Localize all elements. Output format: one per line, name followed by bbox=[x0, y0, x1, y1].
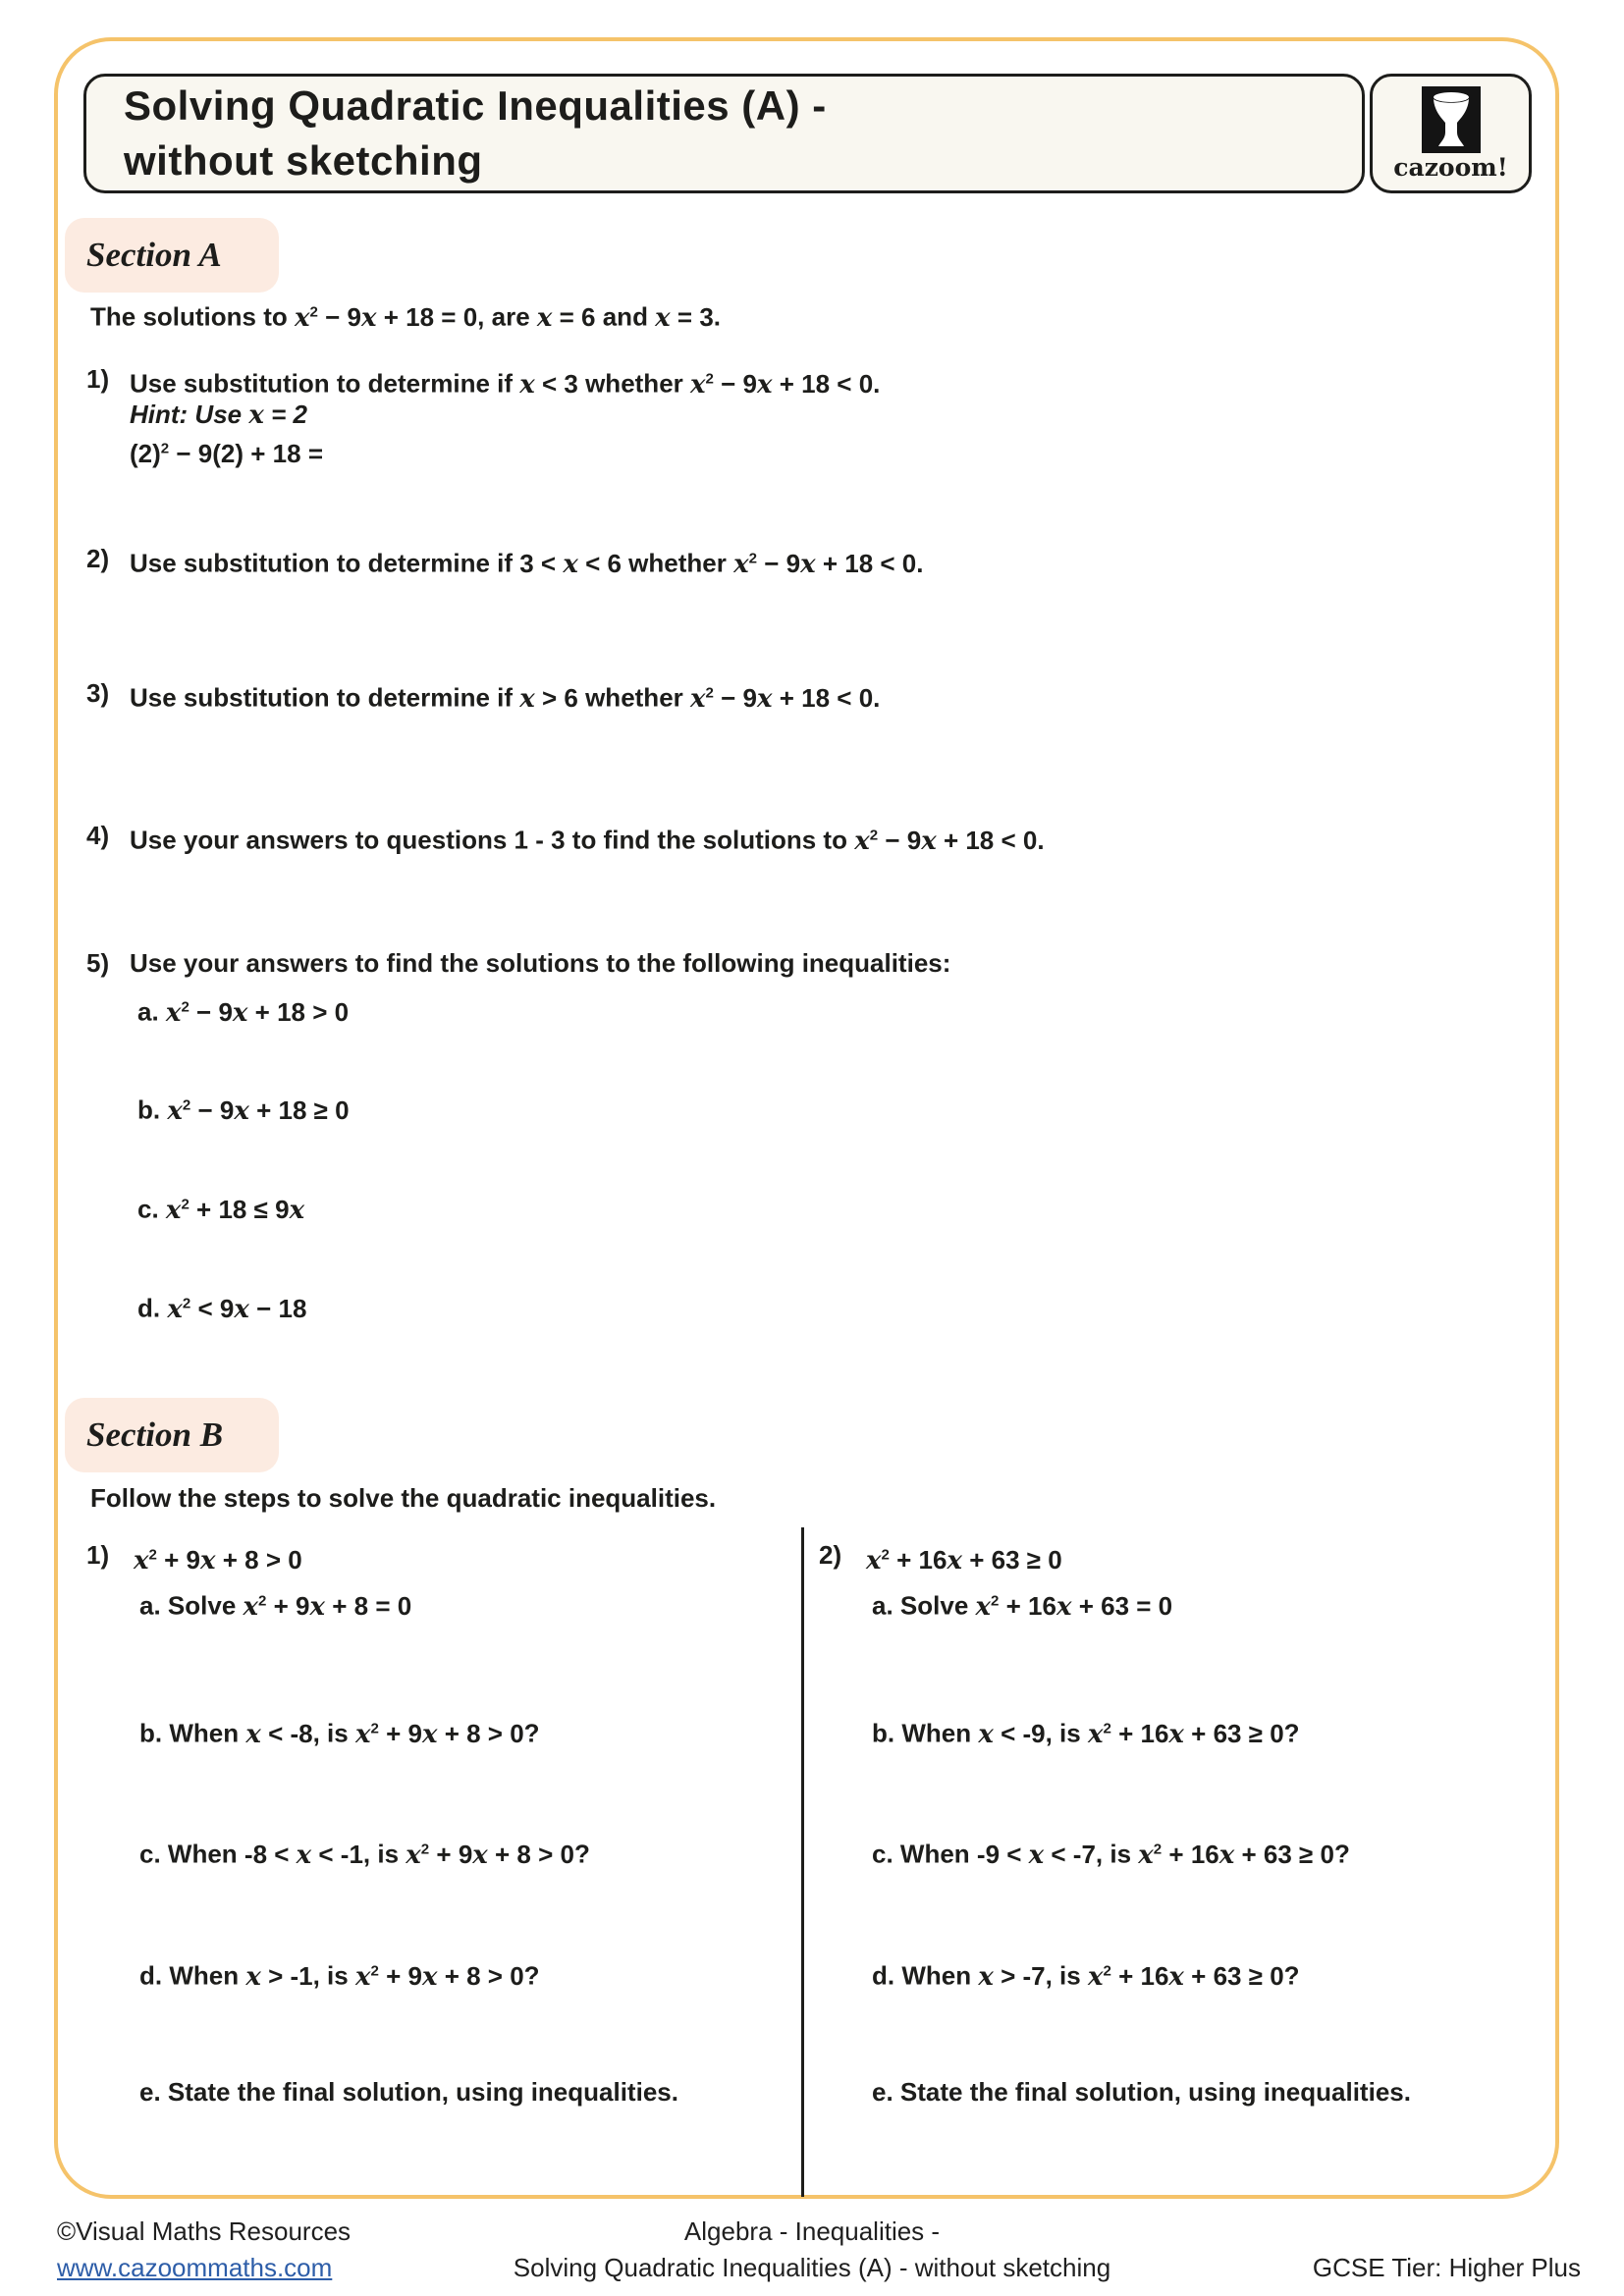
footer-category-line1: Algebra - Inequalities - bbox=[683, 2216, 941, 2246]
b-question-2-step-e: e. State the final solution, using inequalities. bbox=[872, 2077, 1411, 2107]
footer-credit: ©Visual Maths Resources bbox=[57, 2216, 352, 2246]
drum-icon bbox=[1422, 86, 1481, 153]
b-question-2-step-c: c. When -9 < x < -7, is $x^2 + 16x + 63 \ge 0$? bbox=[872, 1839, 1350, 1870]
section-b-label: Section B bbox=[65, 1398, 279, 1472]
b-question-2-step-d: d. When x > -7, is $x^2 + 16x + 63 \ge 0$? bbox=[872, 1960, 1300, 1992]
question-1-number: 1) bbox=[86, 364, 110, 394]
question-4-number: 4) bbox=[86, 821, 110, 850]
question-4-text: Use your answers to questions 1 - 3 to find the solutions to $x^2 - 9x + 18 < 0$. bbox=[130, 825, 1045, 856]
b-question-1-number: 1) bbox=[86, 1540, 110, 1570]
worksheet-title bbox=[86, 79, 827, 188]
question-1-hint: Hint: Use x = 2 bbox=[130, 400, 307, 430]
question-5-number: 5) bbox=[86, 948, 110, 978]
b-question-1-step-c: c. When -8 < x < -1, is $x^2 + 9x + 8 > 0$? bbox=[139, 1839, 590, 1870]
section-b-intro: Follow the steps to solve the quadratic inequalities. bbox=[90, 1483, 717, 1513]
column-divider bbox=[801, 1527, 804, 2197]
question-1-text: Use substitution to determine if x < 3 whether $x^2 - 9x + 18 < 0$. bbox=[130, 368, 881, 400]
footer-category-line2: Solving Quadratic Inequalities (A) - without sketching bbox=[513, 2253, 1111, 2282]
question-1-working: $(2)^2 - 9(2) + 18$ = bbox=[130, 438, 323, 468]
worksheet-title-box bbox=[83, 74, 1365, 193]
worksheet-title-line1: Solving Quadratic Inequalities (A) - bbox=[124, 82, 827, 129]
cazoom-logo bbox=[1370, 74, 1532, 193]
footer-website-link[interactable]: www.cazoommaths.com bbox=[57, 2253, 333, 2282]
question-3-number: 3) bbox=[86, 678, 110, 708]
b-question-2-step-b: b. When x < -9, is $x^2 + 16x + 63 \ge 0$? bbox=[872, 1718, 1300, 1749]
b-question-1-step-b: b. When x < -8, is $x^2 + 9x + 8 > 0$? bbox=[139, 1718, 540, 1749]
question-2-number: 2) bbox=[86, 544, 110, 573]
footer-tier: GCSE Tier: Higher Plus bbox=[1312, 2253, 1581, 2282]
question-5b: b. $x^2 - 9x + 18 \ge 0$ bbox=[137, 1095, 350, 1126]
b-question-1-step-a: a. Solve $x^2 + 9x + 8 = 0$ bbox=[139, 1590, 412, 1622]
question-5a: a. $x^2 - 9x + 18 > 0$ bbox=[137, 996, 350, 1028]
question-3-text: Use substitution to determine if x > 6 whether $x^2 - 9x + 18 < 0$. bbox=[130, 682, 881, 714]
b-question-2-number: 2) bbox=[819, 1540, 842, 1570]
question-5c: c. $x^2 + 18 \le 9x$ bbox=[137, 1194, 305, 1225]
section-a-label: Section A bbox=[65, 218, 279, 293]
b-question-1-inequality: $x^2 + 9x + 8 > 0$ bbox=[134, 1544, 302, 1575]
worksheet-title-line2: without sketching bbox=[124, 137, 483, 184]
section-a-intro: The solutions to $x^2 - 9x + 18 = 0$, are x = 6 and x = 3. bbox=[90, 301, 722, 333]
b-question-2-step-a: a. Solve $x^2 + 16x + 63 = 0$ bbox=[872, 1590, 1173, 1622]
question-5-text: Use your answers to find the solutions to the following inequalities: bbox=[130, 948, 951, 978]
question-5d: d. $x^2 < 9x - 18$ bbox=[137, 1293, 307, 1324]
cazoom-logo-text: cazoom! bbox=[1393, 152, 1508, 182]
b-question-2-inequality: $x^2 + 16x + 63 \ge 0$ bbox=[866, 1544, 1062, 1575]
b-question-1-step-e: e. State the final solution, using inequalities. bbox=[139, 2077, 678, 2107]
b-question-1-step-d: d. When x > -1, is $x^2 + 9x + 8 > 0$? bbox=[139, 1960, 540, 1992]
question-2-text: Use substitution to determine if 3 < x < 6 whether $x^2 - 9x + 18 < 0$. bbox=[130, 548, 924, 579]
